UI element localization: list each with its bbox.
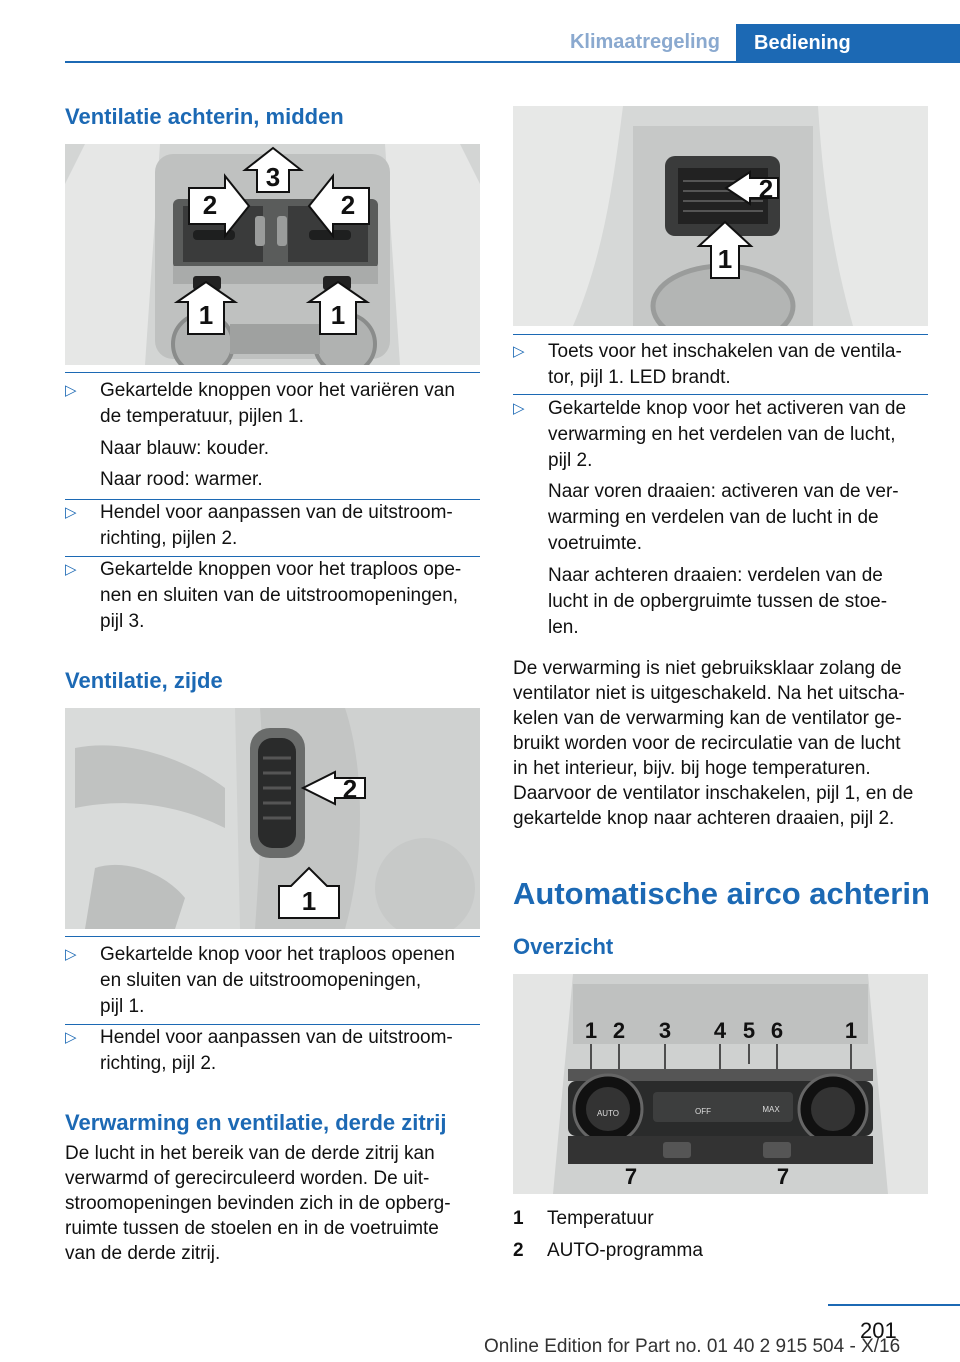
fig1-label: 1 [330, 300, 346, 330]
paragraph-line: bruikt worden voor de recirculatie van de lucht [513, 733, 901, 754]
list-text: Gekartelde knoppen voor het traploos ope- [100, 559, 462, 580]
fig4-label: 1 [584, 1018, 598, 1043]
figure-rear-climate-panel [513, 974, 928, 1194]
list-subtext: Naar rood: warmer. [100, 469, 263, 490]
paragraph-line: De lucht in het bereik van de derde zitrij kan [65, 1143, 435, 1164]
list-text: de temperatuur, pijlen 1. [100, 406, 304, 427]
header-rule [65, 61, 960, 63]
list-text: nen en sluiten van de uitstroomopeningen, [100, 585, 459, 606]
list-rule [513, 394, 928, 395]
legend-label: AUTO-programma [547, 1240, 703, 1261]
heading-overview: Overzicht [513, 934, 614, 959]
list-rule [65, 936, 480, 937]
fig4-label: 2 [612, 1018, 626, 1043]
list-subtext: Naar blauw: kouder. [100, 438, 269, 459]
list-text: en sluiten van de uitstroomopeningen, [100, 970, 422, 991]
list-text: Gekartelde knop voor het activeren van de [548, 398, 907, 419]
paragraph-line: De verwarming is niet gebruiksklaar zolang de [513, 658, 902, 679]
legend-number: 2 [513, 1240, 524, 1261]
fig4-label: 4 [713, 1018, 727, 1043]
list-text: Toets voor het inschakelen van de ventila- [548, 341, 902, 362]
paragraph-line: van de derde zitrij. [65, 1243, 221, 1264]
fig4-label: 1 [844, 1018, 858, 1043]
fig4-label: 7 [624, 1164, 638, 1189]
triangle-bullet-icon: ▷ [65, 1029, 77, 1046]
list-subtext: len. [548, 617, 579, 638]
triangle-bullet-icon: ▷ [65, 504, 77, 521]
triangle-bullet-icon: ▷ [513, 400, 525, 417]
list-text: Gekartelde knop voor het traploos openen [100, 944, 455, 965]
heading-side-vent: Ventilatie, zijde [65, 668, 223, 693]
list-text: pijl 1. [100, 996, 145, 1017]
fig1-label: 1 [198, 300, 214, 330]
paragraph-line: ventilator niet is uitgeschakeld. Na het uitscha- [513, 683, 905, 704]
triangle-bullet-icon: ▷ [513, 343, 525, 360]
triangle-bullet-icon: ▷ [65, 561, 77, 578]
paragraph-line: stroomopeningen bevinden zich in de opberg- [65, 1193, 451, 1214]
footer-edition: Online Edition for Part no. 01 40 2 915 504 - X/16 [484, 1336, 901, 1357]
page-number: 201 [860, 1318, 897, 1343]
fig4-max-text: MAX [762, 1105, 780, 1114]
list-text: richting, pijlen 2. [100, 528, 238, 549]
header-active-tab[interactable]: Bediening [736, 24, 960, 62]
fig1-label: 2 [340, 190, 356, 220]
figure-third-row-vent [513, 106, 928, 326]
list-text: pijl 2. [548, 450, 593, 471]
fig4-label: 3 [658, 1018, 672, 1043]
heading-auto-ac: Automatische airco achterin [513, 876, 930, 911]
list-subtext: lucht in de opbergruimte tussen de stoe- [548, 591, 888, 612]
paragraph-line: kelen van de verwarming kan de ventilator ge- [513, 708, 902, 729]
list-subtext: Naar achteren draaien: verdelen van de [548, 565, 883, 586]
fig4-label: 7 [776, 1164, 790, 1189]
paragraph-third-row [65, 1141, 480, 1266]
fig2-label: 2 [342, 774, 358, 804]
legend-label: Temperatuur [547, 1208, 654, 1229]
triangle-bullet-icon: ▷ [65, 946, 77, 963]
legend-number: 1 [513, 1208, 524, 1229]
paragraph-line: Daarvoor de ventilator inschakelen, pijl 1, en de [513, 783, 914, 804]
fig2-label: 1 [301, 886, 317, 916]
list-text: verwarming en het verdelen van de lucht, [548, 424, 896, 445]
paragraph-line: ruimte tussen de stoelen en in de voetruimte [65, 1218, 439, 1239]
paragraph-line: gekartelde knop naar achteren draaien, pijl 2. [513, 808, 895, 829]
list-text: tor, pijl 1. LED brandt. [548, 367, 731, 388]
footer-rule [828, 1304, 960, 1306]
list-subtext: Naar voren draaien: activeren van de ver- [548, 481, 899, 502]
fig1-label: 2 [202, 190, 218, 220]
list-text: pijl 3. [100, 611, 145, 632]
heading-third-row: Verwarming en ventilatie, derde zitrij [65, 1110, 447, 1135]
paragraph-line: in het interieur, bijv. bij hoge temperaturen. [513, 758, 871, 779]
fig4-label: 6 [770, 1018, 784, 1043]
list-text: Hendel voor aanpassen van de uitstroom- [100, 502, 453, 523]
heading-rear-middle: Ventilatie achterin, midden [65, 104, 344, 129]
list-text: richting, pijl 2. [100, 1053, 217, 1074]
figure-side-vent [65, 708, 480, 929]
header-section-tab[interactable]: Klimaatregeling [569, 31, 720, 53]
fig4-auto-text: AUTO [596, 1109, 620, 1118]
list-text: Hendel voor aanpassen van de uitstroom- [100, 1027, 453, 1048]
figure-rear-middle-vents [65, 144, 480, 365]
list-subtext: voetruimte. [548, 533, 642, 554]
list-subtext: warming en verdelen van de lucht in de [548, 507, 879, 528]
list-rule [513, 334, 928, 335]
fig4-label: 5 [742, 1018, 756, 1043]
paragraph-line: verwarmd of gerecirculeerd worden. De uit- [65, 1168, 430, 1189]
fig4-off-text: OFF [695, 1107, 711, 1116]
list-text: Gekartelde knoppen voor het variëren van [100, 380, 455, 401]
triangle-bullet-icon: ▷ [65, 382, 77, 399]
list-rule [65, 372, 480, 373]
paragraph-heating-note [513, 656, 928, 831]
fig1-label: 3 [265, 162, 281, 192]
fig3-label: 1 [717, 244, 733, 274]
fig3-label: 2 [758, 174, 774, 204]
